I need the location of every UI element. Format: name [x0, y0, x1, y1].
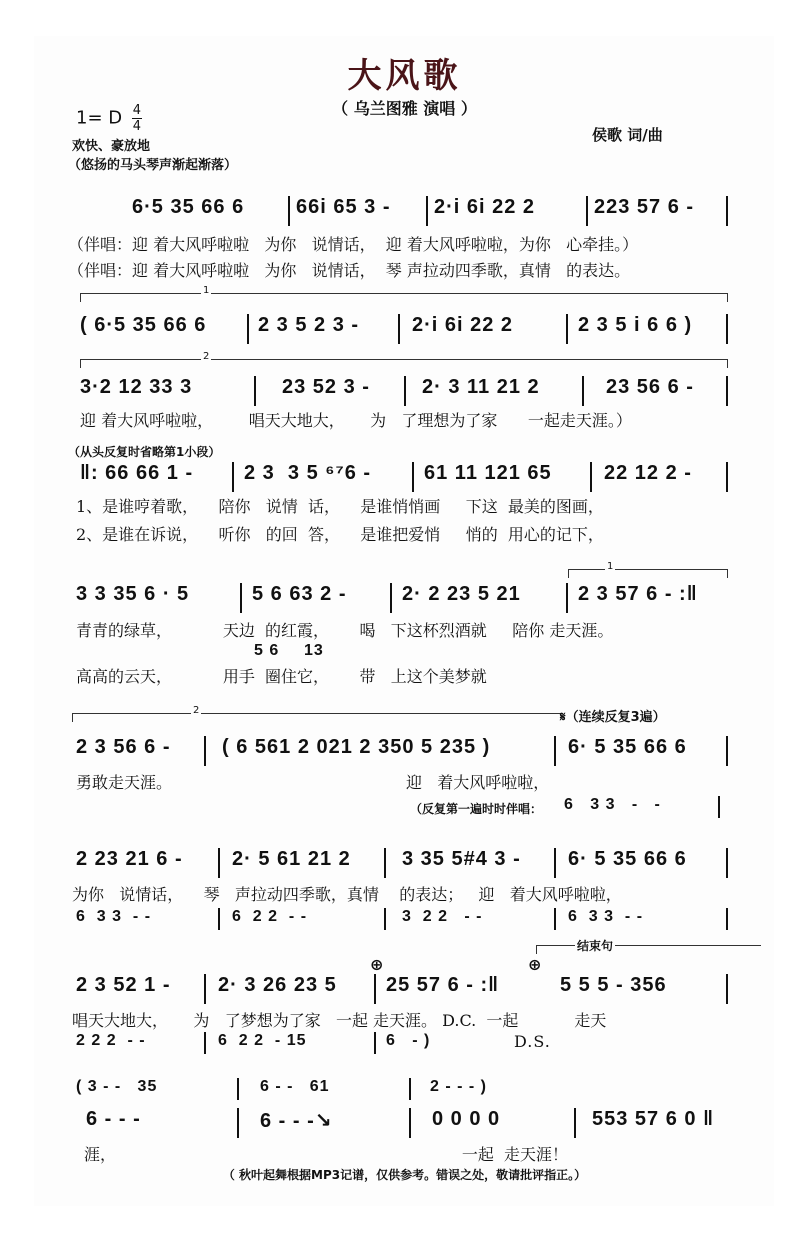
coda-icon: ⊕ [370, 955, 384, 974]
accompaniment-staff: 6 3 3 - - 6 2 2 - - 3 2 2 - - 6 3 3 - - [0, 908, 809, 938]
lyric-line: （伴唱：迎 着大风呼啦啦 为你 说情话， 迎 着大风呼啦啦，为你 心牵挂。） [68, 235, 639, 254]
volta-bracket-2: 2 [80, 359, 728, 368]
coda-icon: ⊕ [528, 955, 542, 974]
lyric-line: 高高的云天， 用手 圈住它， 带 上这个美梦就 [76, 667, 487, 686]
accompaniment-staff: 6 3 3 - - [0, 796, 809, 826]
repeat-note: （从头反复时省略第1小段） [68, 445, 221, 459]
staff-row-1 [0, 196, 809, 226]
measure: 0 0 0 0 [432, 1108, 501, 1130]
lyric-line: 1、是谁哼着歌， 陪你 说情 话， 是谁悄悄画 下这 最美的图画， [76, 497, 604, 516]
staff-row-6 [0, 736, 809, 766]
measure: 2· 2 23 5 21 [402, 583, 521, 605]
measure: 2 3 52 1 - [76, 974, 171, 996]
measure: 3 35 5#4 3 - [402, 848, 521, 870]
staff-row-4 [0, 462, 809, 492]
upper-accompaniment-staff: ( 3 - - 35 6 - - 61 2 - - - ) [0, 1078, 809, 1108]
measure: 2· 5 61 21 2 [232, 848, 351, 870]
footer-note: （ 秋叶起舞根据MP3记谱，仅供参考。错误之处，敬请批评指正。） [222, 1168, 587, 1182]
staff-row-9 [0, 1108, 809, 1138]
measure: 6 - - -↘ [260, 1110, 333, 1132]
staff-row-8 [0, 974, 809, 1004]
measure: 5 6 63 2 - [252, 583, 347, 605]
measure: 2 3 3 5 ⁶⁷6 - [244, 462, 372, 484]
measure: 6· 5 35 66 6 [568, 736, 687, 758]
alt-notes: 5 6 13 [254, 642, 324, 659]
singer-credit: （ 乌兰图雅 演唱 ） [332, 99, 477, 118]
ending-bracket: 结束句 [536, 945, 761, 954]
lyric-line: 为你 说情话， 琴 声拉动四季歌，真情 的表达； 迎 着大风呼啦啦， [72, 885, 622, 904]
measure: 3 3 35 6 · 5 [76, 583, 190, 605]
measure: 22 12 2 - [604, 462, 692, 484]
staff-row-7 [0, 848, 809, 878]
key-label: 1= D [76, 107, 123, 129]
song-title: 大风歌 [347, 56, 462, 96]
measure: ( 6 561 2 021 2 350 5 235 ) [222, 736, 491, 758]
key-signature [76, 104, 142, 133]
lyric-line: 2、是谁在诉说， 听你 的回 答， 是谁把爱悄 悄的 用心的记下， [76, 525, 604, 544]
measure: 2 3 56 6 - [76, 736, 171, 758]
author-credit: 侯歌 词/曲 [592, 126, 663, 144]
staff-row-3 [0, 376, 809, 406]
lyric-line: 涯， 一起 走天涯！ [84, 1145, 569, 1164]
volta-bracket-1: 1 [568, 569, 728, 578]
staff-row-5 [0, 583, 809, 613]
accompaniment-note: （反复第一遍时时伴唱： [410, 802, 543, 816]
measure: 23 52 3 - [282, 376, 370, 398]
segno-note: 𝄋（连续反复3遍） [560, 710, 666, 725]
measure: 2· 3 26 23 5 [218, 974, 337, 996]
measure: 2·i 6i 22 2 [412, 314, 514, 336]
tempo-marking: 欢快、豪放地 [72, 139, 151, 154]
measure: 5 5 5 - 356 [560, 974, 667, 996]
measure: 25 57 6 - :‖ [386, 974, 500, 996]
staff-row-2 [0, 314, 809, 344]
volta-bracket-1: 1 [80, 293, 728, 302]
measure: 3·2 12 33 3 [80, 376, 193, 398]
measure: 2 23 21 6 - [76, 848, 183, 870]
volta-bracket-2: 2 [72, 713, 563, 722]
measure: ‖: 66 66 1 - [80, 462, 194, 484]
measure: 6· 5 35 66 6 [568, 848, 687, 870]
measure: 2·i 6i 22 2 [434, 196, 536, 218]
accompaniment-staff: 2 2 2 - - 6 2 2 - 15 6 - ) D.S. [0, 1032, 809, 1062]
measure: 553 57 6 0 ‖ [592, 1108, 715, 1130]
lyric-line: 青青的绿草， 天边 的红霞， 喝 下这杯烈酒就 陪你 走天涯。 [76, 621, 614, 640]
intro-note: （悠扬的马头琴声渐起渐落） [68, 158, 238, 173]
lyric-line: （伴唱：迎 着大风呼啦啦 为你 说情话， 琴 声拉动四季歌，真情 的表达。 [68, 261, 631, 280]
measure: 223 57 6 - [594, 196, 695, 218]
measure: 23 56 6 - [606, 376, 694, 398]
measure: 66i 65 3 - [296, 196, 391, 218]
measure: ( 6·5 35 66 6 [80, 314, 207, 336]
lyric-line: 勇敢走天涯。 迎 着大风呼啦啦， [76, 773, 550, 792]
lyric-line: 唱天大地大， 为 了梦想为了家 一起 走天涯。 D.C. 一起 走天 [72, 1011, 607, 1030]
measure: 6 - - - [86, 1108, 141, 1130]
measure: 2 3 57 6 - :‖ [578, 583, 698, 605]
measure: 2 3 5 i 6 6 ) [578, 314, 693, 336]
measure: 2· 3 11 21 2 [422, 376, 540, 398]
measure: 6·5 35 66 6 [132, 196, 245, 218]
time-signature: $\frac{4}{4}$ [132, 103, 141, 134]
measure: 61 11 121 65 [424, 462, 552, 484]
lyric-line: 迎 着大风呼啦啦， 唱天大地大， 为 了理想为了家 一起走天涯。） [80, 411, 632, 430]
measure: 2 3 5 2 3 - [258, 314, 360, 336]
